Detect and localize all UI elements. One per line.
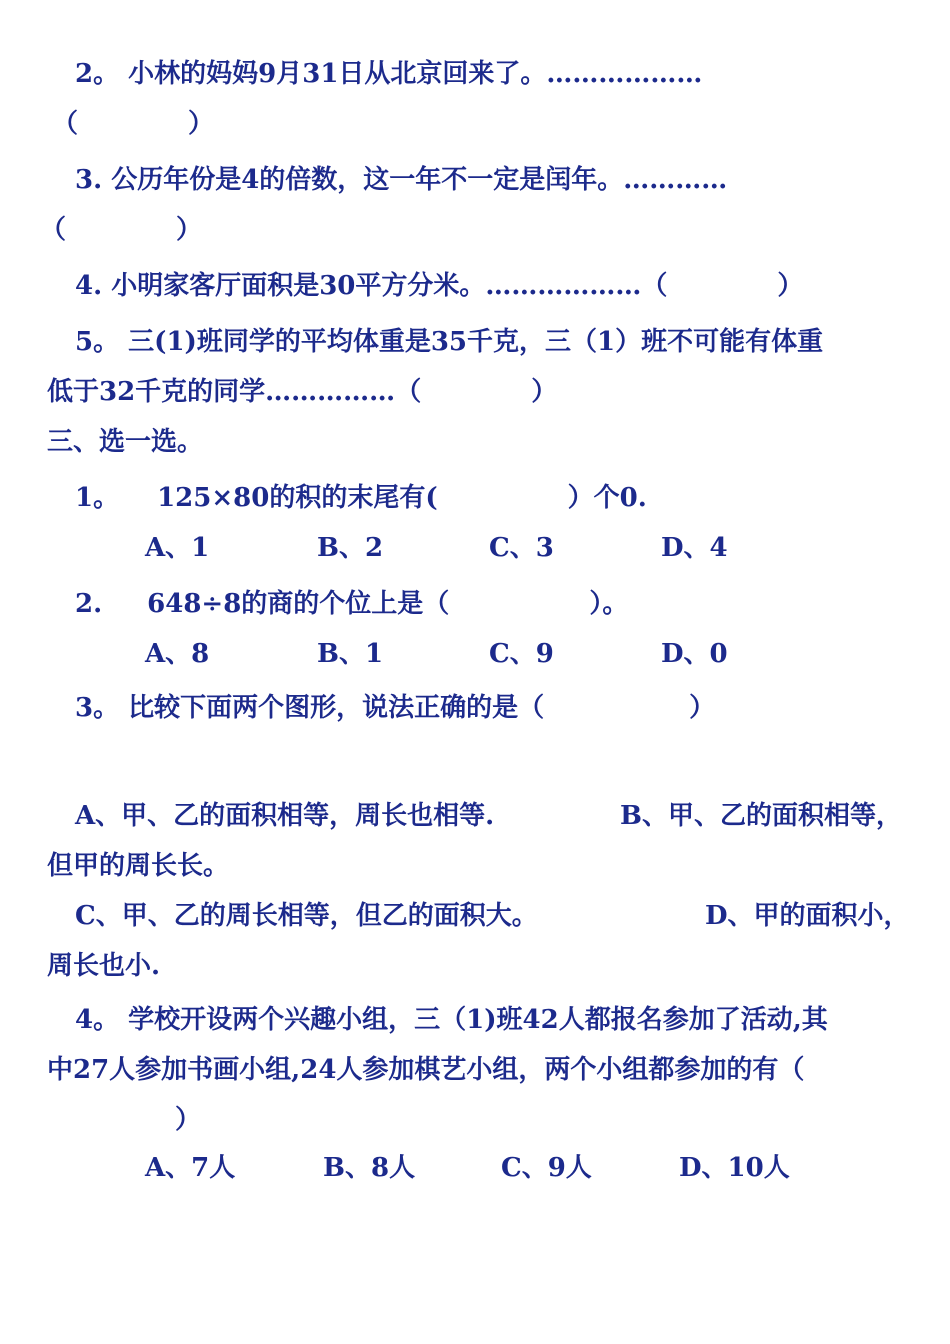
choice-q4-option-d: D、10人 <box>679 1153 790 1183</box>
choice-q4-line1: 4。 学校开设两个兴趣小组，三（1)班42人都报名参加了活动,其 <box>75 1005 828 1035</box>
judge-q5-statement: 低于32千克的同学…………… <box>47 377 396 407</box>
judge-q4-statement: 4. 小明家客厅面积是30平方分米。……………… <box>75 271 642 301</box>
choice-q3-option-a: A、甲、乙的面积相等，周长也相等. <box>75 801 495 831</box>
choice-q2-text-after: ）。 <box>589 589 629 619</box>
choice-q2-option-a: A、8 <box>145 639 210 669</box>
choice-q3-text-after: ） <box>689 693 716 723</box>
judge-q3-answer-paren <box>40 214 202 246</box>
paren-open: （ <box>641 271 668 301</box>
choice-q3-text-before: 3。 比较下面两个图形，说法正确的是（ <box>75 693 545 723</box>
paren-open: （ <box>395 377 422 407</box>
choice-q2-number: 2. <box>75 589 103 619</box>
choice-q2-option-b: B、1 <box>317 639 384 669</box>
paren-close: ） <box>531 377 558 407</box>
choice-q1 <box>75 482 647 514</box>
choice-q4-option-b: B、8人 <box>323 1153 416 1183</box>
judge-q5-line2 <box>47 376 557 408</box>
judge-q2-text: 2。 小林的妈妈9月31日从北京回来了。……………… <box>75 59 703 89</box>
choice-q2 <box>75 588 628 620</box>
choice-q3-option-c: C、甲、乙的周长相等，但乙的面积大。 <box>75 901 538 931</box>
choice-q4-line3: ） <box>175 1105 202 1135</box>
choice-q1-text-before: 125×80的积的末尾有( <box>157 483 438 513</box>
choice-q3-option-d-continued: 周长也小. <box>47 951 161 981</box>
choice-q1-text-after: ）个0. <box>567 483 647 513</box>
choice-q2-option-c: C、9 <box>489 639 554 669</box>
paren-close: ） <box>176 215 203 245</box>
choice-q1-option-c: C、3 <box>489 533 554 563</box>
choice-q2-text-before: 648÷8的商的个位上是（ <box>147 589 450 619</box>
choice-q4-line2: 中27人参加书画小组,24人参加棋艺小组，两个小组都参加的有（ <box>47 1055 805 1085</box>
judge-q4-text <box>75 270 803 302</box>
choice-q3-option-b: B、甲、乙的面积相等， <box>620 801 902 831</box>
judge-q3-text: 3. 公历年份是4的倍数，这一年不一定是闰年。………… <box>75 165 728 195</box>
choice-q1-number: 1。 <box>75 483 120 513</box>
judge-q2-answer-paren <box>52 108 214 140</box>
section-heading: 三、选一选。 <box>47 427 204 457</box>
choice-q3-option-b-continued: 但甲的周长长。 <box>47 851 230 881</box>
choice-q3-option-d: D、甲的面积小， <box>705 901 910 931</box>
choice-q3 <box>75 692 715 724</box>
choice-q1-option-d: D、4 <box>661 533 728 563</box>
paren-close: ） <box>777 271 804 301</box>
choice-q4-option-c: C、9人 <box>501 1153 592 1183</box>
choice-q1-option-a: A、1 <box>145 533 210 563</box>
paren-close: ） <box>188 109 215 139</box>
paren-open: （ <box>52 109 79 139</box>
choice-q1-option-b: B、2 <box>317 533 384 563</box>
choice-q4-option-a: A、7人 <box>145 1153 236 1183</box>
paren-open: （ <box>40 215 67 245</box>
choice-q2-option-d: D、0 <box>661 639 728 669</box>
judge-q5-line1: 5。 三(1)班同学的平均体重是35千克，三（1）班不可能有体重 <box>75 327 824 357</box>
